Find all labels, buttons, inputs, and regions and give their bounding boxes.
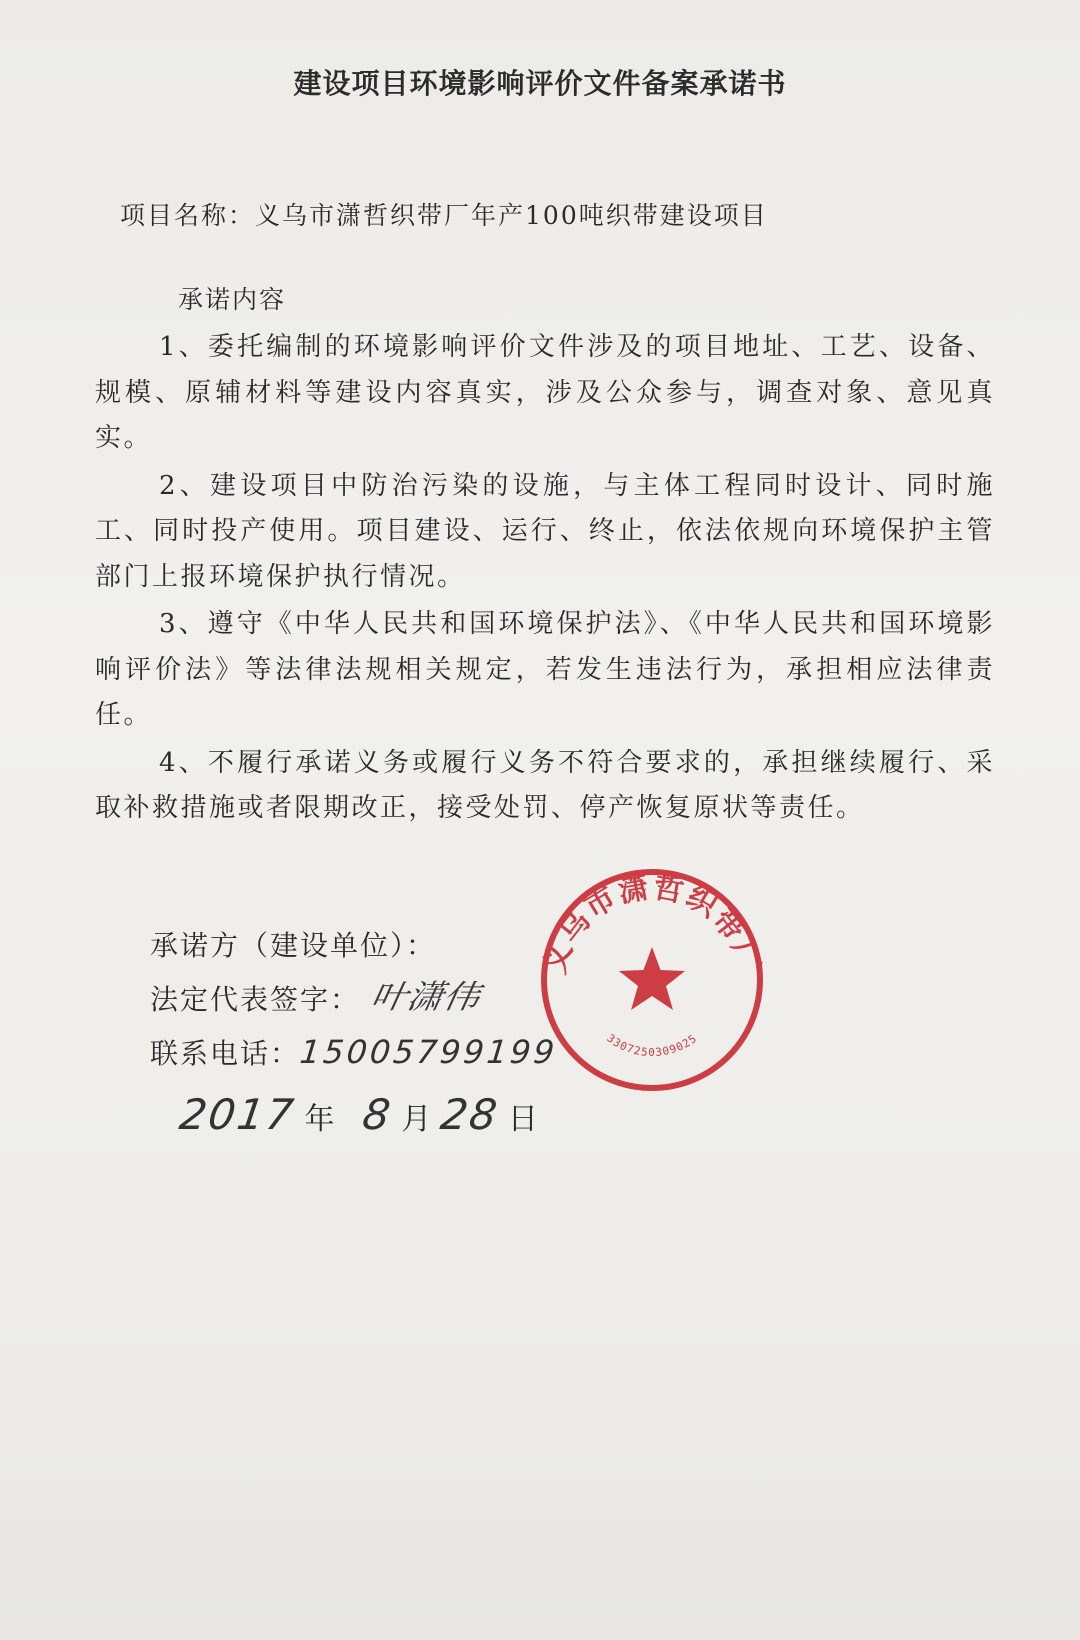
project-line — [120, 196, 768, 232]
section-heading: 承诺内容 — [178, 285, 287, 314]
phone-label: 联系电话： — [150, 1037, 301, 1070]
star-icon — [619, 947, 685, 1010]
signature-block — [150, 920, 557, 1080]
date-year-unit: 年 — [304, 1102, 335, 1137]
phone-value: 15005799199 — [298, 1033, 559, 1071]
commitment-list — [95, 325, 995, 834]
document-title: 建设项目环境影响评价文件备案承诺书 — [293, 67, 787, 100]
party-label: 承诺方（建设单位）： — [150, 929, 437, 962]
date-day: 28 — [437, 1090, 502, 1139]
project-name: 义乌市潇哲织带厂年产100吨织带建设项目 — [255, 201, 768, 230]
commitment-item-1: 1、委托编制的环境影响评价文件涉及的项目地址、工艺、设备、规模、原辅材料等建设内容真实，涉及公众参与，调查对象、意见真实。 — [95, 332, 995, 453]
commitment-item-2: 2、建设项目中防治污染的设施，与主体工程同时设计、同时施工、同时投产使用。项目建设、运行、终止，依法依规向环境保护主管部门上报环境保护执行情况。 — [95, 470, 995, 592]
company-seal — [537, 865, 767, 1095]
rep-row — [150, 972, 557, 1026]
rep-signature: 叶潇伟 — [367, 979, 483, 1016]
date-month-unit: 月 — [401, 1102, 432, 1137]
rep-label: 法定代表签字： — [150, 983, 361, 1016]
seal-text: 义乌市潇哲织带厂 — [537, 869, 767, 978]
date-row — [176, 1090, 538, 1139]
date-day-unit: 日 — [507, 1102, 538, 1137]
project-label: 项目名称： — [120, 201, 256, 230]
party-row — [150, 920, 557, 972]
commitment-item-4: 4、不履行承诺义务或履行义务不符合要求的，承担继续履行、采取补救措施或者限期改正，接受处罚、停产恢复原状等责任。 — [95, 747, 995, 823]
date-year: 2017 — [176, 1090, 299, 1139]
seal-code: 3307250309025 — [604, 1031, 700, 1060]
commitment-item-3: 3、遵守《中华人民共和国环境保护法》、《中华人民共和国环境影响评价法》等法律法规相关规定，若发生违法行为，承担相应法律责任。 — [95, 609, 995, 730]
date-month: 8 — [359, 1090, 396, 1139]
phone-row — [150, 1026, 557, 1080]
